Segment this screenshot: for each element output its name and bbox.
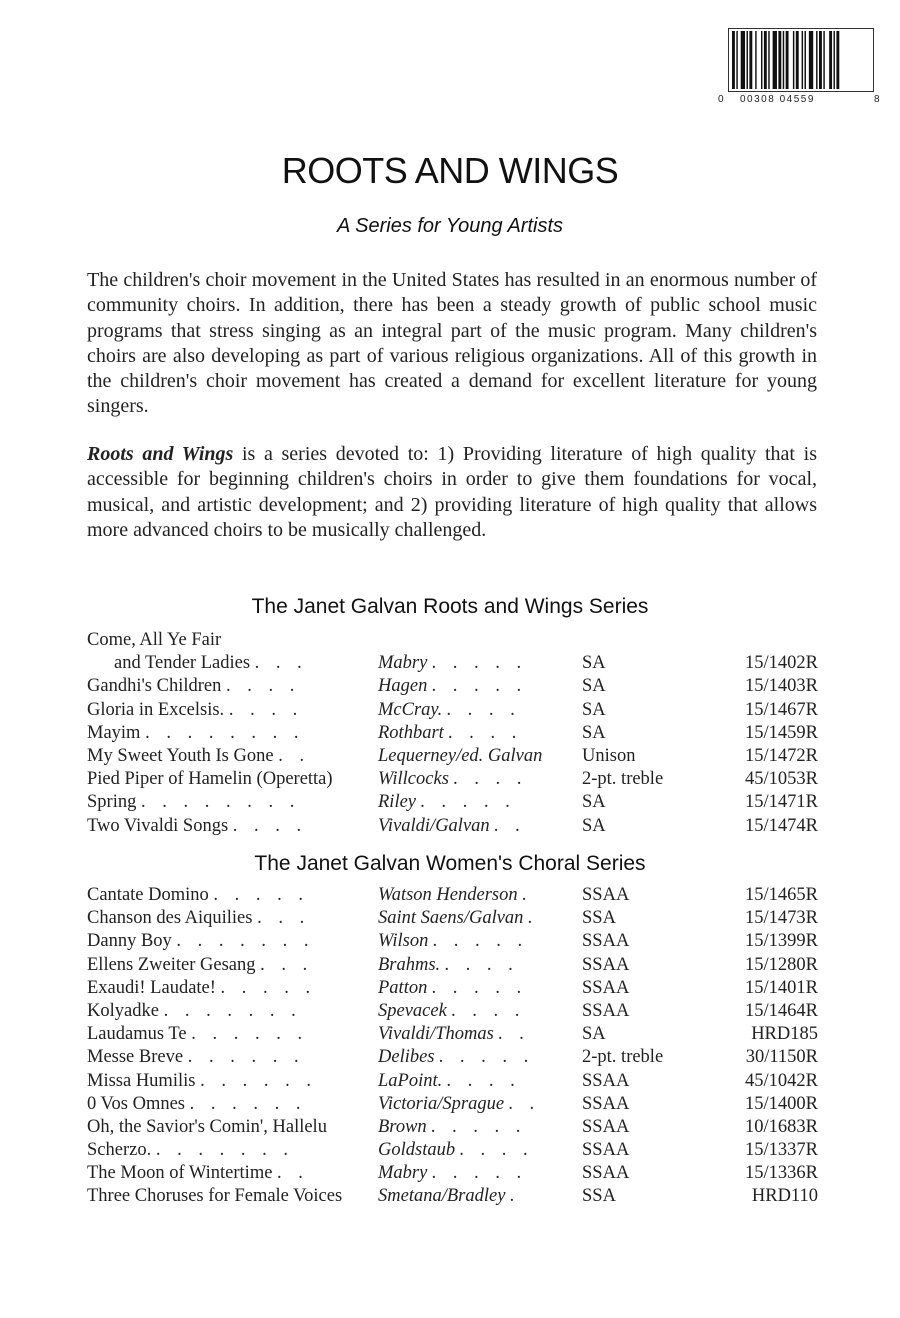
leader-dots: . — [528, 908, 539, 929]
catalog-title: Oh, the Savior's Comin', Hallelu — [87, 1116, 327, 1137]
barcode-main-digits: 00308 04559 — [740, 94, 815, 105]
leader-dots: . . — [498, 1024, 531, 1045]
catalog-title: Gloria in Excelsis. — [87, 699, 225, 720]
catalog-title-cell — [87, 908, 310, 929]
catalog-composer: Watson Henderson — [378, 885, 518, 905]
barcode-bar — [834, 31, 835, 89]
barcode-bar — [819, 31, 822, 89]
catalog-number: 45/1042R — [745, 1070, 818, 1091]
catalog-title: Ellens Zweiter Gesang — [87, 954, 256, 975]
catalog-voicing-cell — [582, 931, 629, 952]
catalog-title-cell — [87, 1186, 342, 1207]
barcode-bar — [764, 31, 767, 89]
catalog-title-cell — [87, 931, 315, 952]
leader-dots: . . . . . — [431, 1116, 527, 1137]
catalog-voicing-cell — [582, 723, 606, 744]
catalog-composer: Wilson — [378, 931, 429, 952]
barcode-bar — [768, 31, 769, 89]
catalog-title-cell — [87, 746, 310, 767]
catalog-row — [0, 1024, 900, 1047]
catalog-list-roots-and-wings — [0, 630, 900, 839]
catalog-composer: Brown — [378, 1116, 427, 1137]
catalog-composer: Hagen — [378, 676, 428, 697]
catalog-voicing-cell — [582, 885, 629, 906]
catalog-number-cell — [745, 723, 818, 744]
catalog-voicing-cell — [582, 1094, 629, 1115]
catalog-voicing-cell — [582, 1117, 629, 1138]
catalog-row — [0, 1140, 900, 1163]
leader-dots: . . . . . — [213, 885, 310, 905]
catalog-row — [0, 978, 900, 1001]
leader-dots: . . . . . — [220, 977, 317, 998]
barcode-bar — [786, 31, 789, 89]
leader-dots: . . . . — [444, 954, 520, 975]
catalog-voicing: SSAA — [582, 1140, 630, 1161]
catalog-title: My Sweet Youth Is Gone — [87, 745, 274, 766]
barcode-bar — [783, 31, 784, 89]
catalog-composer-cell — [378, 816, 526, 837]
catalog-composer: Lequerney/ed. Galvan — [378, 745, 543, 766]
intro-paragraph: The children's choir movement in the United States has resulted in an enormous number of community choirs. In addition, there has been a steady growth of public school music programs that stress singing as an integral part of the music program. Many children's choirs are also developing as part of various religious organizations. All of this growth in the children's choir movement has created a demand for excellent literature for young singers. — [87, 269, 817, 418]
catalog-composer: Goldstaub — [378, 1140, 456, 1161]
page-subtitle: A Series for Young Artists — [336, 215, 564, 237]
catalog-voicing: SSAA — [582, 885, 630, 905]
catalog-title-cell — [114, 653, 308, 674]
catalog-voicing: SA — [582, 653, 606, 674]
leader-dots: . . . . . — [431, 977, 528, 998]
catalog-voicing-cell — [582, 1186, 616, 1207]
catalog-title-cell — [87, 769, 333, 790]
catalog-composer-cell — [378, 1047, 535, 1068]
catalog-number: HRD110 — [751, 1186, 818, 1207]
catalog-voicing-cell — [582, 1163, 629, 1184]
barcode-bar — [741, 31, 745, 89]
catalog-voicing: SSA — [582, 908, 616, 929]
catalog-voicing: SSAA — [582, 1000, 630, 1021]
catalog-title: Mayim — [87, 722, 141, 743]
catalog-title: and Tender Ladies — [114, 653, 251, 674]
page-title: ROOTS AND WINGS — [281, 150, 619, 191]
catalog-row — [0, 676, 900, 699]
barcode-bar — [829, 31, 832, 89]
catalog-composer: Saint Saens/Galvan — [378, 908, 524, 929]
catalog-number-cell — [751, 1024, 818, 1045]
catalog-composer-cell — [378, 769, 528, 790]
barcode — [718, 28, 882, 124]
catalog-row — [0, 1094, 900, 1117]
catalog-voicing-cell — [582, 816, 606, 837]
catalog-number-cell — [745, 1140, 818, 1161]
leader-dots: . . . — [257, 908, 311, 929]
catalog-number-cell — [745, 1001, 818, 1022]
barcode-bar — [816, 31, 817, 89]
catalog-voicing: 2-pt. treble — [582, 1047, 664, 1068]
catalog-composer: Mabry — [378, 653, 428, 674]
catalog-composer-cell — [378, 1094, 541, 1115]
catalog-title-cell — [87, 1117, 327, 1138]
catalog-row — [0, 792, 900, 815]
catalog-row — [0, 723, 900, 746]
barcode-bar — [793, 31, 794, 89]
catalog-number-cell — [745, 792, 818, 813]
catalog-row — [0, 746, 900, 769]
catalog-number: 15/1336R — [745, 1163, 818, 1184]
barcode-bar — [755, 31, 756, 89]
catalog-number: 15/1472R — [745, 745, 818, 766]
catalog-title: 0 Vos Omnes — [87, 1093, 186, 1114]
leader-dots: . . — [494, 815, 527, 836]
catalog-row — [0, 931, 900, 954]
barcode-bar — [823, 31, 824, 89]
section-heading-womens-choral: The Janet Galvan Women's Choral Series — [254, 852, 646, 875]
leader-dots: . . . . . . — [187, 1047, 305, 1068]
barcode-bar — [732, 31, 735, 89]
catalog-voicing: SA — [582, 722, 606, 743]
barcode-digits — [718, 94, 882, 108]
catalog-row — [0, 885, 900, 908]
leader-dots: . . . . — [459, 1140, 535, 1161]
leader-dots: . . . . . . . . — [140, 792, 301, 813]
catalog-voicing-cell — [582, 955, 629, 976]
leader-dots: . . . . . — [439, 1047, 535, 1068]
catalog-number: 30/1150R — [745, 1047, 818, 1068]
catalog-title: Exaudi! Laudate! — [87, 977, 216, 998]
catalog-composer-cell — [378, 955, 519, 976]
leader-dots: . . . — [254, 653, 308, 674]
leader-dots: . . . . . . — [200, 1070, 317, 1091]
catalog-number: 15/1403R — [745, 676, 818, 697]
catalog-voicing-cell — [582, 769, 663, 790]
catalog-voicing: SSAA — [582, 1093, 630, 1114]
catalog-row — [0, 816, 900, 839]
catalog-row — [0, 653, 900, 676]
barcode-bar — [802, 31, 803, 89]
catalog-number: 10/1683R — [745, 1116, 818, 1137]
barcode-bar — [836, 31, 839, 89]
catalog-composer: LaPoint. — [378, 1070, 443, 1091]
catalog-voicing-cell — [582, 1001, 629, 1022]
catalog-composer: Mabry — [378, 1163, 428, 1184]
catalog-number-cell — [745, 1071, 818, 1092]
leader-dots: . . . . . — [433, 931, 529, 952]
catalog-title-cell — [87, 816, 307, 837]
catalog-composer-cell — [378, 978, 528, 999]
catalog-number-cell — [745, 908, 818, 929]
catalog-title: Two Vivaldi Songs — [87, 815, 229, 836]
catalog-title: Three Choruses for Female Voices — [87, 1186, 343, 1207]
catalog-number: 15/1399R — [745, 931, 818, 952]
catalog-composer-cell — [378, 676, 528, 697]
leader-dots: . . . — [260, 954, 314, 975]
catalog-composer-cell — [378, 885, 533, 906]
catalog-title-cell — [87, 792, 300, 813]
catalog-title-cell — [87, 723, 304, 744]
catalog-title-cell — [87, 1024, 308, 1045]
leader-dots: . . . . — [446, 699, 522, 720]
catalog-composer-cell — [378, 700, 521, 721]
catalog-voicing: SSAA — [582, 931, 630, 952]
catalog-voicing: SA — [582, 1024, 606, 1045]
leader-dots: . . . . — [226, 676, 301, 697]
catalog-composer: Rothbart — [378, 722, 444, 743]
barcode-left-digit: 0 — [718, 94, 724, 105]
catalog-composer: McCray. — [378, 699, 443, 720]
catalog-number-cell — [745, 978, 818, 999]
catalog-number-cell — [745, 955, 818, 976]
leader-dots: . . . . . . . . — [145, 722, 305, 743]
catalog-title: Spring — [87, 792, 137, 813]
catalog-composer: Vivaldi/Thomas — [378, 1024, 494, 1045]
catalog-composer: Victoria/Sprague — [378, 1093, 505, 1114]
catalog-number-cell — [745, 1117, 818, 1138]
catalog-title-cell — [87, 700, 303, 721]
catalog-composer: Spevacek — [378, 1000, 447, 1021]
catalog-voicing: SA — [582, 815, 606, 836]
leader-dots: . . — [277, 1163, 309, 1184]
catalog-composer-cell — [378, 1163, 528, 1184]
leader-dots: . — [522, 885, 533, 905]
catalog-number: HRD185 — [751, 1024, 818, 1045]
catalog-composer: Patton — [378, 977, 428, 998]
leader-dots: . . . . . — [431, 653, 528, 674]
catalog-number-cell — [745, 931, 818, 952]
catalog-composer-cell — [378, 931, 529, 952]
catalog-number: 15/1337R — [745, 1140, 818, 1161]
leader-dots: . . . . . . — [191, 1024, 309, 1045]
leader-dots: . . . . — [448, 722, 523, 743]
catalog-row — [0, 908, 900, 931]
catalog-title-cell — [87, 978, 316, 999]
catalog-number: 15/1401R — [745, 977, 818, 998]
catalog-title-cell — [87, 1163, 309, 1184]
catalog-voicing: Unison — [582, 745, 636, 766]
leader-dots: . . . . . . . — [176, 931, 315, 952]
catalog-number: 15/1473R — [745, 908, 818, 929]
catalog-number-cell — [745, 676, 818, 697]
barcode-right-digit: 8 — [874, 94, 880, 105]
catalog-composer-cell — [378, 1071, 521, 1092]
catalog-composer-cell — [378, 1140, 534, 1161]
catalog-voicing-cell — [582, 1024, 606, 1045]
catalog-composer-cell — [378, 1186, 521, 1207]
catalog-voicing-cell — [582, 792, 606, 813]
catalog-title-cell — [87, 955, 313, 976]
catalog-number: 15/1400R — [745, 1093, 818, 1114]
catalog-title: Gandhi's Children — [87, 676, 222, 697]
catalog-voicing: SSAA — [582, 1070, 630, 1091]
leader-dots: . . . . — [232, 815, 308, 836]
leader-dots: . . . . . . . — [163, 1000, 302, 1021]
catalog-composer-cell — [378, 1001, 526, 1022]
catalog-title: The Moon of Wintertime — [87, 1163, 273, 1184]
catalog-row — [0, 955, 900, 978]
catalog-voicing-cell — [582, 746, 635, 767]
catalog-number-cell — [745, 769, 818, 790]
catalog-number-cell — [745, 746, 818, 767]
leader-dots: . — [510, 1186, 521, 1207]
catalog-voicing-cell — [582, 978, 629, 999]
catalog-number: 15/1459R — [745, 722, 818, 743]
catalog-composer: Brahms. — [378, 954, 441, 975]
barcode-bar — [761, 31, 762, 89]
catalog-voicing-cell — [582, 1071, 629, 1092]
catalog-voicing-cell — [582, 676, 606, 697]
catalog-voicing: SSAA — [582, 1163, 630, 1184]
catalog-composer: Delibes — [378, 1047, 435, 1068]
catalog-row — [0, 1001, 900, 1024]
catalog-voicing-cell — [582, 1140, 629, 1161]
leader-dots: . . . . — [451, 1000, 526, 1021]
catalog-voicing: SA — [582, 699, 606, 720]
leader-dots: . . . . . — [420, 792, 517, 813]
leader-dots: . . . . — [453, 769, 528, 790]
catalog-composer-cell — [378, 746, 542, 767]
catalog-number: 15/1471R — [745, 792, 818, 813]
catalog-number-cell — [745, 700, 818, 721]
catalog-voicing: SSAA — [582, 1116, 630, 1137]
catalog-composer-cell — [378, 1117, 527, 1138]
catalog-row — [0, 1117, 900, 1140]
catalog-number-cell — [745, 885, 818, 906]
catalog-title-cell — [87, 676, 300, 697]
catalog-voicing-cell — [582, 1047, 663, 1068]
catalog-row-title-continuation — [0, 630, 900, 653]
section-heading-roots-and-wings: The Janet Galvan Roots and Wings Series — [251, 595, 649, 618]
catalog-row — [0, 1047, 900, 1070]
barcode-bar — [747, 31, 748, 89]
catalog-row — [0, 1186, 900, 1209]
catalog-composer-cell — [378, 1024, 530, 1045]
barcode-bar — [809, 31, 813, 89]
catalog-title-cell — [87, 1140, 294, 1161]
catalog-title-cell — [87, 1047, 305, 1068]
catalog-composer: Smetana/Bradley — [378, 1186, 506, 1207]
catalog-title: Cantate Domino — [87, 885, 209, 905]
catalog-number: 15/1474R — [745, 815, 818, 836]
catalog-number-cell — [745, 1094, 818, 1115]
catalog-voicing: SSA — [582, 1186, 616, 1207]
series-paragraph-text: is a series devoted to: 1) Providing literature of high quality that is accessible for beginning children's choirs in order to give them foundations for vocal, musical, and artistic development; and 2) providing literature of high quality that allows more advanced choirs to be musically challenged. — [87, 443, 817, 541]
barcode-bar — [736, 31, 737, 89]
barcode-bar — [805, 31, 806, 89]
catalog-voicing-cell — [582, 653, 606, 674]
series-paragraph — [87, 442, 817, 543]
catalog-number-cell — [745, 816, 818, 837]
catalog-composer-cell — [378, 723, 523, 744]
catalog-title: Laudamus Te — [87, 1024, 187, 1045]
catalog-list-womens-choral — [0, 885, 900, 1210]
barcode-bar — [749, 31, 752, 89]
catalog-title-cell — [87, 1001, 302, 1022]
series-name-emphasis: Roots and Wings — [87, 443, 234, 465]
catalog-row — [0, 1163, 900, 1186]
catalog-row — [0, 1071, 900, 1094]
barcode-bar — [796, 31, 799, 89]
leader-dots: . . . . — [446, 1070, 522, 1091]
catalog-title-cell — [87, 885, 309, 906]
catalog-composer: Vivaldi/Galvan — [378, 815, 490, 836]
barcode-bar — [773, 31, 777, 89]
catalog-composer-cell — [378, 653, 528, 674]
leader-dots: . . — [278, 745, 311, 766]
catalog-composer-cell — [378, 908, 539, 929]
barcode-bar — [778, 31, 781, 89]
catalog-number: 45/1053R — [745, 769, 818, 790]
catalog-voicing-cell — [582, 700, 606, 721]
catalog-title: Come, All Ye Fair — [87, 630, 222, 650]
catalog-number: 15/1402R — [745, 653, 818, 674]
catalog-number-cell — [752, 1186, 818, 1207]
catalog-number-cell — [745, 653, 818, 674]
catalog-number-cell — [746, 1047, 818, 1068]
catalog-title: Danny Boy — [87, 931, 172, 952]
catalog-voicing: SA — [582, 676, 606, 697]
catalog-voicing-cell — [582, 908, 616, 929]
catalog-voicing: SA — [582, 792, 606, 813]
leader-dots: . . . . . . — [189, 1093, 307, 1114]
catalog-title: Missa Humilis — [87, 1070, 196, 1091]
catalog-title: Scherzo. — [87, 1140, 152, 1161]
leader-dots: . . . . . — [431, 1163, 528, 1184]
catalog-number: 15/1465R — [745, 885, 818, 905]
catalog-number-cell — [745, 1163, 818, 1184]
catalog-title-cell — [87, 1094, 307, 1115]
barcode-graphic — [729, 29, 873, 91]
catalog-number: 15/1280R — [745, 954, 818, 975]
catalog-voicing: 2-pt. treble — [582, 769, 664, 790]
barcode-bars — [728, 28, 874, 92]
catalog-voicing: SSAA — [582, 977, 630, 998]
catalog-composer: Willcocks — [378, 769, 449, 790]
catalog-title: Messe Breve — [87, 1047, 184, 1068]
leader-dots: . . . . . . . — [155, 1140, 294, 1161]
leader-dots: . . — [508, 1093, 541, 1114]
catalog-title: Chanson des Aiquilies — [87, 908, 253, 929]
catalog-number: 15/1467R — [745, 699, 818, 720]
catalog-title: Kolyadke — [87, 1000, 159, 1021]
leader-dots: . . . . . — [431, 676, 528, 697]
catalog-row — [0, 769, 900, 792]
catalog-title-cell — [87, 1071, 317, 1092]
catalog-composer: Riley — [378, 792, 417, 813]
catalog-row — [0, 700, 900, 723]
leader-dots: . . . . — [228, 699, 304, 720]
catalog-composer-cell — [378, 792, 516, 813]
catalog-number: 15/1464R — [745, 1000, 818, 1021]
catalog-title: Pied Piper of Hamelin (Operetta) — [87, 769, 333, 790]
catalog-voicing: SSAA — [582, 954, 630, 975]
